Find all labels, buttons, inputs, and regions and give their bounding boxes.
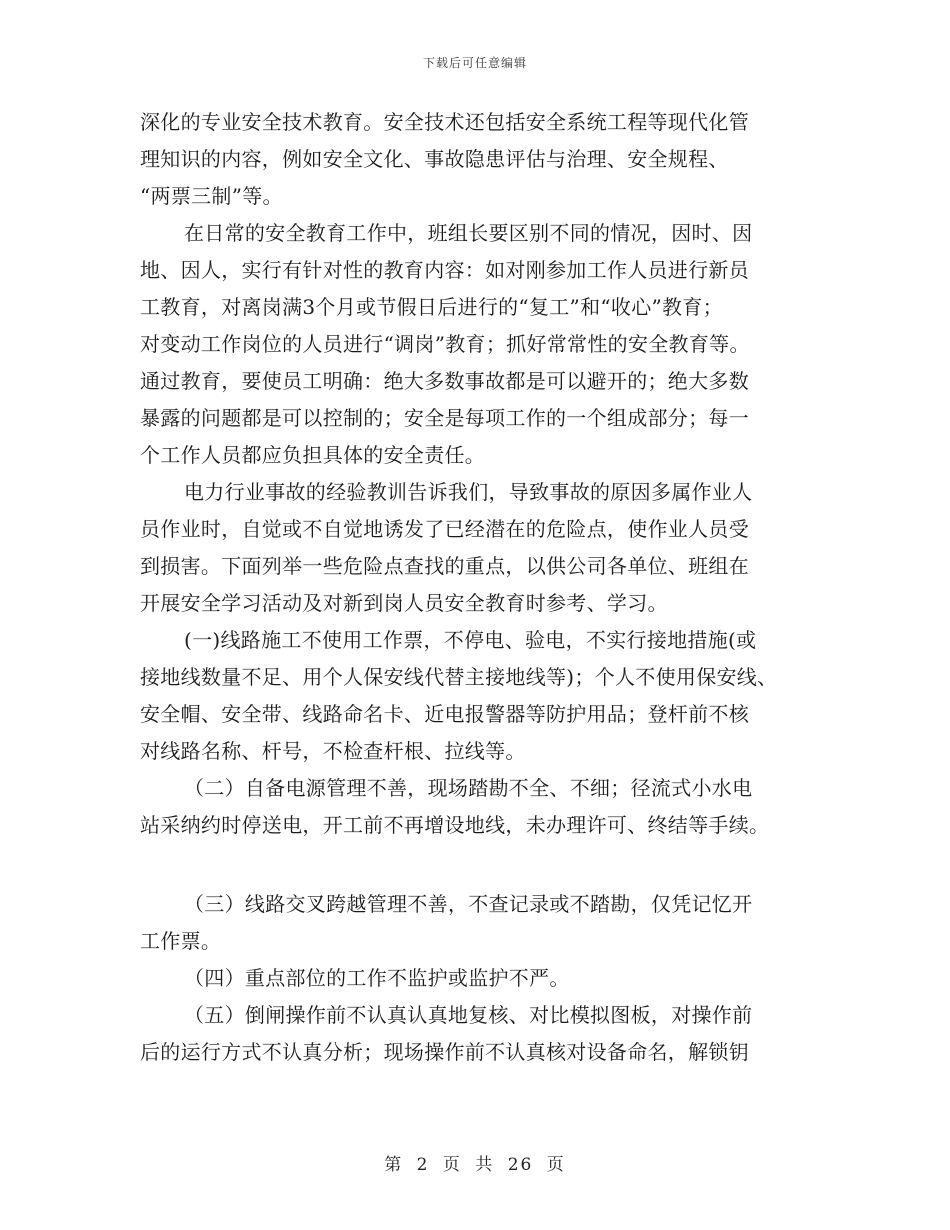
text-line: 通过教育，要使员工明确：绝大多数事故都是可以避开的；绝大多数: [140, 369, 749, 393]
list-item-start-line: （二）自备电源管理不善，现场踏勘不全、不细；径流式小水电: [184, 776, 753, 800]
list-item-start-line: （三）线路交叉跨越管理不善，不查记录或不踏勘，仅凭记忆开: [184, 892, 753, 916]
text-line: 接地线数量不足、用个人保安线代替主接地线等)；个人不使用保安线、: [140, 665, 778, 689]
list-item-start-line: (一)线路施工不使用工作票，不停电、验电，不实行接地措施(或: [184, 628, 757, 652]
document-body: [140, 104, 812, 1071]
page-header: 下载后可任意编辑: [422, 56, 527, 70]
text-line: “两票三制”等。: [140, 184, 283, 208]
text-line: 对变动工作岗位的人员进行“调岗”教育；抓好常常性的安全教育等。: [140, 332, 750, 356]
text-line: 深化的专业安全技术教育。安全技术还包括安全系统工程等现代化管: [140, 110, 749, 134]
page-number-footer: 第 2 页 共 26 页: [384, 1155, 566, 1175]
text-line: 员作业时，自觉或不自觉地诱发了已经潜在的危险点，使作业人员受: [140, 517, 749, 541]
text-line: 安全帽、安全带、线路命名卡、近电报警器等防护用品；登杆前不核: [140, 702, 749, 726]
blank-line: [140, 844, 812, 886]
text-line: 开展安全学习活动及对新到岗人员安全教育时参考、学习。: [140, 591, 668, 615]
text-line: 理知识的内容，例如安全文化、事故隐患评估与治理、安全规程、: [140, 147, 729, 171]
list-item-start-line: （五）倒闸操作前不认真认真地复核、对比模拟图板，对操作前: [184, 1003, 753, 1027]
text-line: 个工作人员都应负担具体的安全责任。: [140, 443, 486, 467]
paragraph-start-line: 在日常的安全教育工作中，班组长要区别不同的情况，因时、因: [184, 221, 753, 245]
paragraph-start-line: 电力行业事故的经验教训告诉我们，导致事故的原因多属作业人: [184, 480, 753, 504]
text-line: 地、因人，实行有针对性的教育内容：如对刚参加工作人员进行新员: [140, 258, 749, 282]
text-line: 暴露的问题都是可以控制的；安全是每项工作的一个组成部分；每一: [140, 406, 749, 430]
text-line: 工作票。: [140, 929, 222, 953]
text-line: 工教育，对离岗满3个月或节假日后进行的“复工”和“收心”教育；: [140, 295, 723, 319]
text-line: 到损害。下面列举一些危险点查找的重点，以供公司各单位、班组在: [140, 554, 749, 578]
list-item-start-line: （四）重点部位的工作不监护或监护不严。: [184, 966, 570, 990]
text-line: 后的运行方式不认真分析；现场操作前不认真核对设备命名，解锁钥: [140, 1040, 749, 1064]
text-line: 站采纳约时停送电，开工前不再增设地线，未办理许可、终结等手续。: [140, 813, 770, 837]
text-line: 对线路名称、杆号，不检查杆根、拉线等。: [140, 739, 526, 763]
